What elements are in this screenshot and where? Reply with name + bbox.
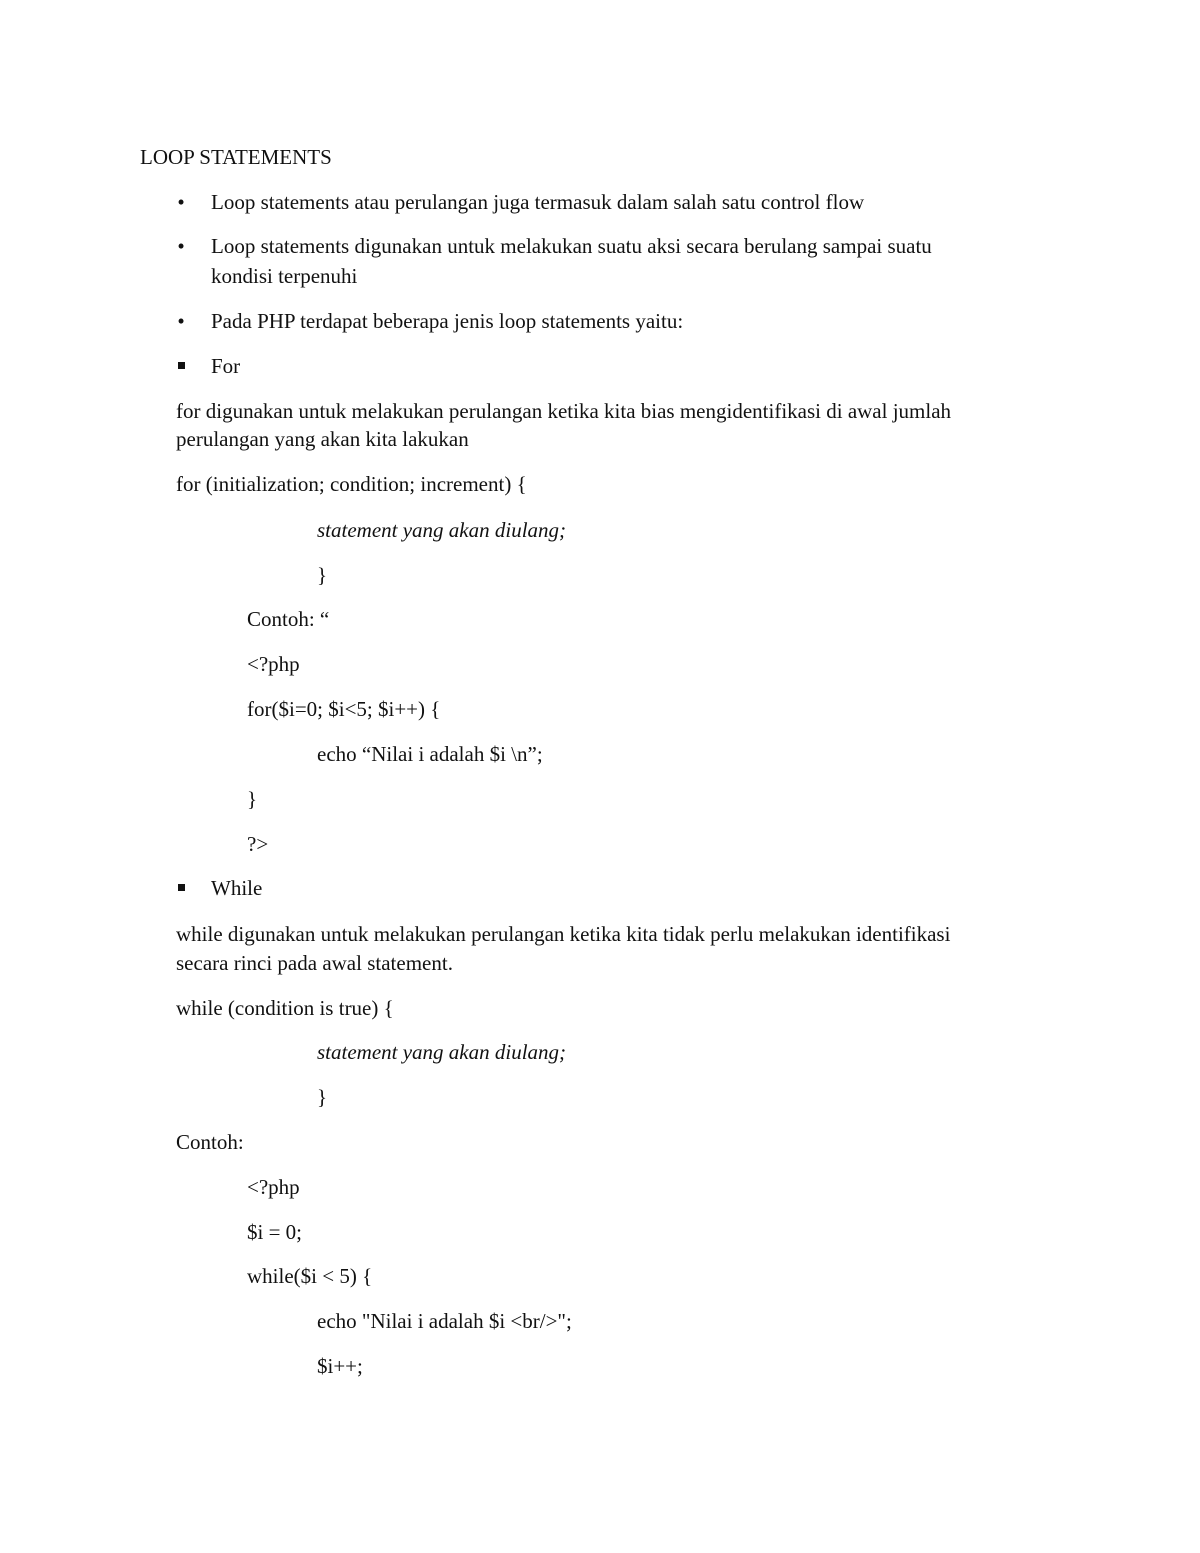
while-syntax-close: } [317,1085,328,1109]
code-line: $i = 0; [247,1220,303,1244]
while-heading: While [211,876,263,900]
while-example-label: Contoh: [176,1130,244,1154]
for-description: for digunakan untuk melakukan perulangan ketika kita bias mengidentifikasi di awal jumlah [176,399,952,423]
code-line: $i++; [317,1354,363,1378]
for-description-continued: perulangan yang akan kita lakukan [176,427,469,451]
bullet-text-continued: kondisi terpenuhi [211,264,358,288]
while-description-continued: secara rinci pada awal statement. [176,951,453,975]
bullet-marker: • [177,309,185,333]
for-syntax-close: } [317,563,328,587]
code-line: echo "Nilai i adalah $i <br/>"; [317,1309,572,1333]
while-description: while digunakan untuk melakukan perulangan ketika kita tidak perlu melakukan identifikasi [176,922,951,946]
code-line: <?php [247,652,300,676]
code-line: echo “Nilai i adalah $i \n”; [317,742,543,766]
code-line: ?> [247,832,269,856]
bullet-marker: • [177,190,185,214]
code-line: while($i < 5) { [247,1264,373,1288]
code-line: for($i=0; $i<5; $i++) { [247,697,441,721]
square-bullet-icon [178,884,185,891]
bullet-text: Pada PHP terdapat beberapa jenis loop statements yaitu: [211,309,684,333]
for-syntax-body: statement yang akan diulang; [317,518,567,542]
bullet-marker: • [177,234,185,258]
code-line: <?php [247,1175,300,1199]
code-line: } [247,787,258,811]
for-example-label: Contoh: “ [247,607,330,631]
for-heading: For [211,354,241,378]
for-syntax-open: for (initialization; condition; increment) { [176,472,527,496]
while-syntax-body: statement yang akan diulang; [317,1040,567,1064]
square-bullet-icon [178,362,185,369]
while-syntax-open: while (condition is true) { [176,996,394,1020]
bullet-text: Loop statements digunakan untuk melakukan suatu aksi secara berulang sampai suatu [211,234,932,258]
bullet-text: Loop statements atau perulangan juga termasuk dalam salah satu control flow [211,190,865,214]
page-title: LOOP STATEMENTS [140,145,332,169]
